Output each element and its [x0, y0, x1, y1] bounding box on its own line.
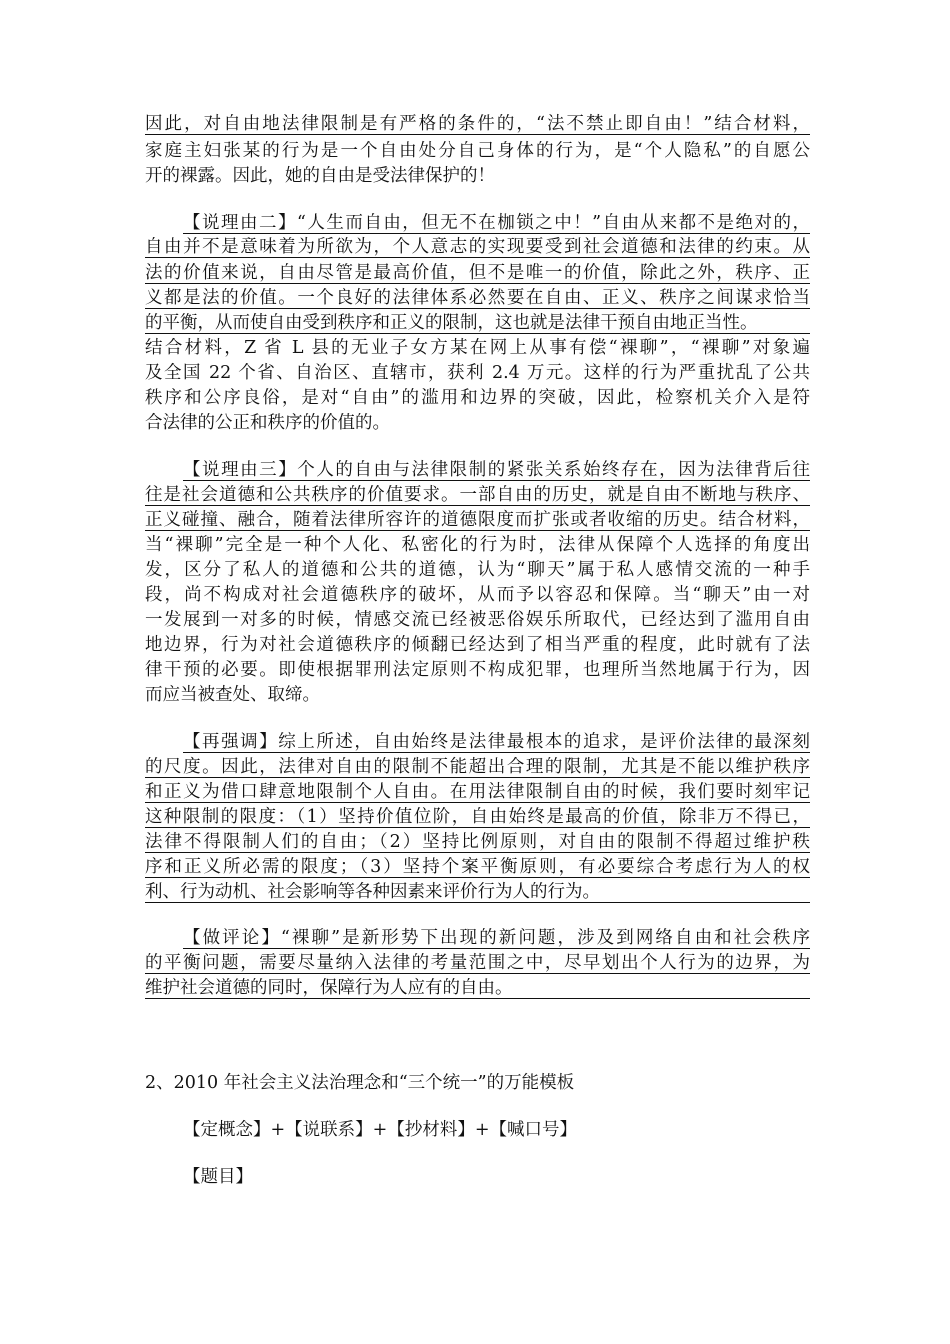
para1-line2: 家庭主妇张某的行为是一个自由处分自己身体的行为，是“个人隐私”的自愿公: [145, 141, 810, 161]
para2-line6: 结合材料，Z 省 L 县的无业子女方某在网上从事有偿“裸聊”，“裸聊”对象遍: [145, 338, 810, 358]
para4-line6: 序和正义所必需的限度；（3）坚持个案平衡原则，有必要综合考虑行为人的权: [145, 857, 810, 877]
para4-line1: 【再强调】综上所述，自由始终是法律最根本的追求，是评价法律的最深刻: [183, 732, 810, 752]
para3-line5: 发，区分了私人的道德和公共的道德，认为“聊天”属于私人感情交流的一种手: [145, 560, 810, 580]
para3-line10: 而应当被查处、取缔。: [145, 685, 320, 705]
para1-line3: 开的裸露。因此，她的自由是受法律保护的！: [145, 166, 495, 186]
section2-heading: 2、2010 年社会主义法治理念和“三个统一”的万能模板: [145, 1073, 575, 1093]
para1-line1: 因此，对自由地法律限制是有严格的条件的，“法不禁止即自由！”结合材料，: [145, 114, 810, 134]
para2-line2: 自由并不是意味着为所欲为，个人意志的实现要受到社会道德和法律的约束。从: [145, 237, 810, 257]
para4-line3: 和正义为借口肆意地限制个人自由。在用法律限制自由的时候，我们要时刻牢记: [145, 782, 810, 802]
para3-line4: 当“裸聊”完全是一种个人化、私密化的行为时，法律从保障个人选择的角度出: [145, 535, 810, 555]
section2-topic: 【题目】: [183, 1167, 253, 1187]
para2-line3: 法的价值来说，自由尽管是最高价值，但不是唯一的价值，除此之外，秩序、正: [145, 263, 810, 283]
para3-line6: 段，尚不构成对社会道德秩序的破坏，从而予以容忍和保障。当“聊天”由一对: [145, 585, 810, 605]
para4-line7: 利、行为动机、社会影响等各种因素来评价行为人的行为。: [145, 880, 810, 903]
section2-formula: 【定概念】+【说联系】+【抄材料】+【喊口号】: [183, 1120, 577, 1140]
para4-line5: 法律不得限制人们的自由；（2）坚持比例原则，对自由的限制不得超过维护秩: [145, 832, 810, 852]
para3-line2: 往是社会道德和公共秩序的价值要求。一部自由的历史，就是自由不断地与秩序、: [145, 485, 810, 505]
para3-line1: 【说理由三】个人的自由与法律限制的紧张关系始终存在，因为法律背后往: [183, 460, 810, 480]
para2-line8: 秩序和公序良俗，是对“自由”的滥用和边界的突破，因此，检察机关介入是符: [145, 388, 810, 408]
para5-line2: 的平衡问题，需要尽量纳入法律的考量范围之中，尽早划出个人行为的边界，为: [145, 953, 810, 973]
para5-line1: 【做评论】“裸聊”是新形势下出现的新问题，涉及到网络自由和社会秩序: [183, 928, 810, 948]
para5-line3: 维护社会道德的同时，保障行为人应有的自由。: [145, 976, 810, 999]
para2-line7: 及全国 22 个省、自治区、直辖市，获利 2.4 万元。这样的行为严重扰乱了公共: [145, 363, 810, 383]
para4-line4: 这种限制的限度：（1）坚持价值位阶，自由始终是最高的价值，除非万不得已，: [145, 807, 810, 827]
para3-line9: 律干预的必要。即使根据罪刑法定原则不构成犯罪，也理所当然地属于行为，因: [145, 660, 810, 680]
para2-line9: 合法律的公正和秩序的价值的。: [145, 413, 390, 433]
para2-line4: 义都是法的价值。一个良好的法律体系必然要在自由、正义、秩序之间谋求恰当: [145, 288, 810, 308]
para2-line1: 【说理由二】“人生而自由，但无不在枷锁之中！”自由从来都不是绝对的，: [183, 213, 810, 233]
para3-line8: 地边界，行为对社会道德秩序的倾翻已经达到了相当严重的程度，此时就有了法: [145, 635, 810, 655]
para4-line2: 的尺度。因此，法律对自由的限制不能超出合理的限制，尤其是不能以维护秩序: [145, 757, 810, 777]
para3-line3: 正义碰撞、融合，随着法律所容许的道德限度而扩张或者收缩的历史。结合材料，: [145, 510, 810, 530]
para2-line5: 的平衡，从而使自由受到秩序和正义的限制，这也就是法律干预自由地正当性。: [145, 311, 810, 334]
para3-line7: 一发展到一对多的时候，情感交流已经被恶俗娱乐所取代，已经达到了滥用自由: [145, 610, 810, 630]
